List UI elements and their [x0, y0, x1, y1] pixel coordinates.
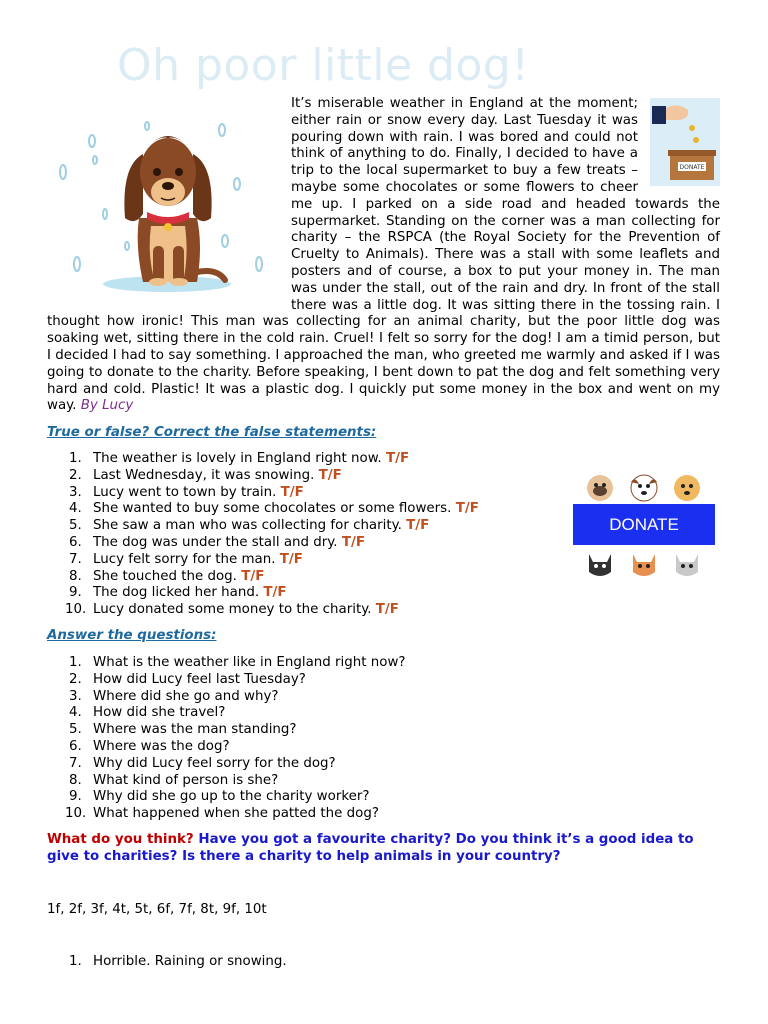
list-item: 6. Where was the dog?: [69, 738, 230, 754]
discussion-lead: What do you think?: [47, 832, 194, 847]
tf-marker: T/F: [318, 467, 342, 483]
donation-box-picture: [650, 98, 720, 186]
discussion-text: Have you got a favourite charity? Do you think it’s a good idea to give to charities? Is there a charity to help animals in your country?: [47, 832, 694, 864]
questions-list: [47, 655, 406, 823]
donate-button: DONATE: [573, 504, 715, 545]
page-title: Oh poor little dog!: [117, 40, 530, 91]
list-item: 5. Where was the man standing?: [69, 722, 297, 738]
tf-marker: T/F: [263, 585, 287, 601]
list-item: 8. What kind of person is she?: [69, 772, 279, 788]
list-item: 1. The weather is lovely in England right now. T/F: [69, 451, 410, 466]
list-item: 9. The dog licked her hand. T/F: [69, 585, 287, 601]
tf-marker: T/F: [280, 484, 304, 500]
tf-marker: T/F: [406, 518, 430, 534]
tf-marker: T/F: [385, 451, 410, 466]
discussion-prompt: [47, 832, 720, 866]
list-item: 8. She touched the dog. T/F: [69, 568, 265, 584]
answer-list: [47, 954, 287, 971]
true-false-list: [47, 451, 479, 619]
story-paragraph: It’s miserable weather in England at the moment; either rain or snow every day. Last Tuesday it was pouring down with rain. I was bored and could not think of anything to do. Finally, I decided to have a trip to the local supermarket to buy a few treats – maybe some chocolates or some flowers to cheer me up. I parked on a side road and headed towards the supermarket. Standing on the corner was a man collecting for charity – the RSPCA (the Royal Society for the Prevention of Cruelty to Animals). There was a stall with some leaflets and posters and of course, a box to put your money in. The man was under the stall, out of the rain and dry. In front of the stall there was a little dog. It was sitting there in the tossing rain. I thought how ironic! This man was collecting for an animal charity, but the poor little dog was soaking wet, sitting there in the cold rain. Cruel! I felt so sorry for the dog! I am a timid person, but I decided I had to say something. I approached the man, who greeted me warmly and asked if I was going to donate to the charity. Before speaking, I bent down to pat the dog and felt something very hard and cold. Plastic! It was a plastic dog. I quickly put some money in the box and went on my way.: [47, 96, 720, 414]
list-item: 10. Lucy donated some money to the charity. T/F: [65, 602, 399, 618]
tf-marker: T/F: [341, 534, 366, 550]
list-item: 6. The dog was under the stall and dry. T/F: [69, 534, 366, 550]
list-item: 5. She saw a man who was collecting for charity. T/F: [69, 518, 430, 534]
donate-panel: [573, 472, 715, 580]
answer-key: [47, 902, 287, 969]
list-item: 4. She wanted to buy some chocolates or some flowers. T/F: [69, 501, 479, 517]
questions-heading: Answer the questions:: [47, 628, 217, 643]
list-item: 2. How did Lucy feel last Tuesday?: [69, 671, 306, 687]
list-item: 3. Lucy went to town by train. T/F: [69, 484, 304, 500]
tf-marker: T/F: [455, 501, 479, 517]
list-item: 7. Lucy felt sorry for the man. T/F: [69, 551, 303, 567]
list-item: 1. Horrible. Raining or snowing.: [69, 954, 287, 969]
tf-marker: T/F: [375, 602, 399, 618]
donation-box-label: DONATE: [679, 164, 705, 171]
tf-marker: T/F: [279, 551, 303, 567]
list-item: 10. What happened when she patted the dog?: [65, 806, 379, 822]
list-item: 1. What is the weather like in England right now?: [69, 655, 406, 670]
story-text: [47, 96, 720, 415]
list-item: 7. Why did Lucy feel sorry for the dog?: [69, 755, 336, 771]
tf-marker: T/F: [241, 568, 265, 584]
dog-faces-icon: [573, 472, 715, 504]
tf-answer-key: 1f, 2f, 3f, 4t, 5t, 6f, 7f, 8t, 9f, 10t: [47, 902, 267, 917]
wet-dog-illustration: [47, 96, 287, 300]
true-false-heading: True or false? Correct the false statements:: [47, 425, 377, 440]
list-item: 9. Why did she go up to the charity worker?: [69, 789, 370, 805]
list-item: 4. How did she travel?: [69, 705, 226, 721]
list-item: 3. Where did she go and why?: [69, 688, 279, 704]
list-item: 2. Last Wednesday, it was snowing. T/F: [69, 467, 342, 483]
story-byline: By Lucy: [80, 398, 134, 414]
cat-faces-icon: [573, 548, 715, 580]
